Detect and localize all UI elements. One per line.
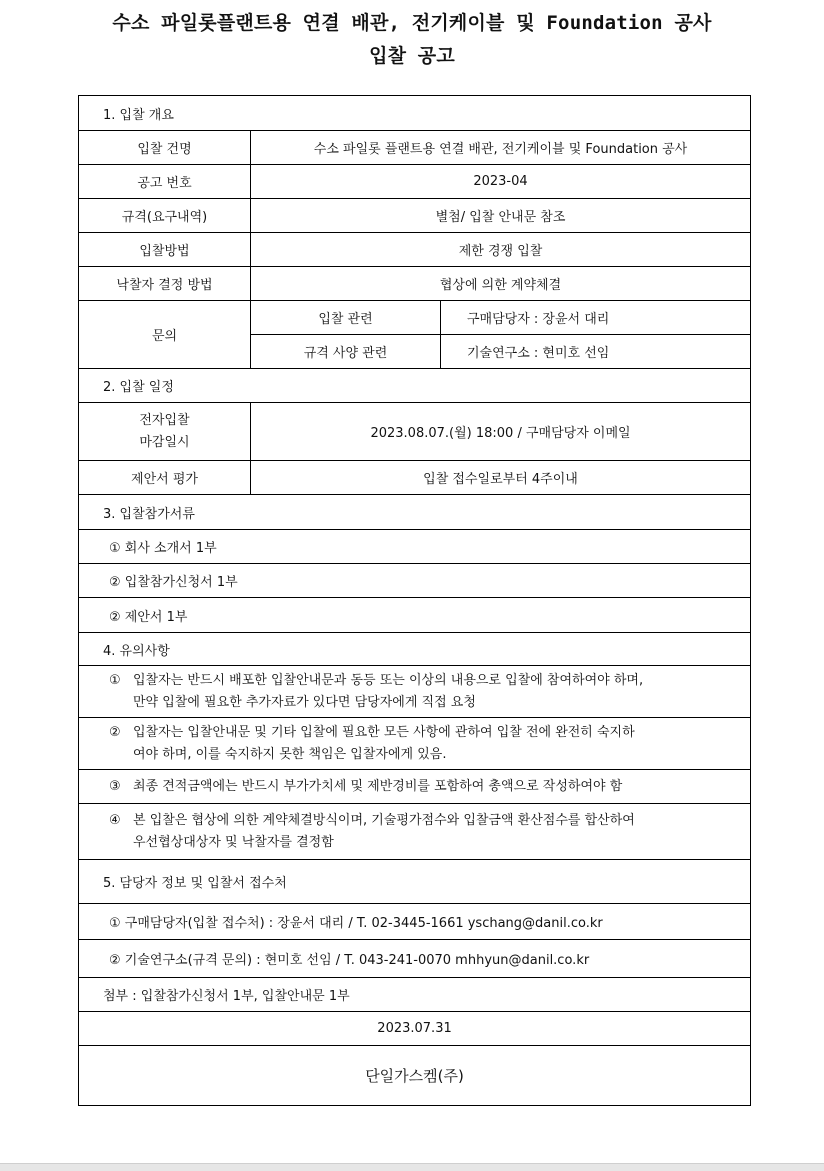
inquiry-label: 문의 [79, 301, 251, 369]
row-value: 2023-04 [251, 165, 751, 199]
inquiry-contact: 구매담당자 : 장윤서 대리 [441, 301, 751, 335]
note-line: 최종 견적금액에는 반드시 부가가치세 및 제반경비를 포함하여 총액으로 작성하여야 함 [133, 778, 623, 794]
note-item [79, 804, 751, 860]
inquiry-topic: 입찰 관련 [251, 301, 441, 335]
document-item: ② 입찰참가신청서 1부 [79, 564, 751, 598]
deadline-label [79, 403, 251, 461]
row-label: 입찰방법 [79, 233, 251, 267]
note-number: ① [109, 672, 121, 688]
row-label: 입찰 건명 [79, 131, 251, 165]
contact-item: ① 구매담당자(입찰 접수처) : 장윤서 대리 / T. 02-3445-1661 yschang@danil.co.kr [79, 904, 751, 940]
row-value: 협상에 의한 계약체결 [251, 267, 751, 301]
row-label: 공고 번호 [79, 165, 251, 199]
row-value: 제한 경쟁 입찰 [251, 233, 751, 267]
deadline-label-line2: 마감일시 [139, 434, 190, 450]
row-label: 규격(요구내역) [79, 199, 251, 233]
note-line: 본 입찰은 협상에 의한 계약체결방식이며, 기술평가점수와 입찰금액 환산점수를 합산하여 [133, 812, 635, 828]
note-line: 만약 입찰에 필요한 추가자료가 있다면 담당자에게 직접 요청 [133, 694, 476, 710]
section-heading: 4. 유의사항 [79, 633, 751, 666]
document-item: ② 제안서 1부 [79, 598, 751, 633]
note-item [79, 718, 751, 770]
note-number: ③ [109, 778, 121, 794]
notice-table [78, 95, 751, 1106]
document-subtitle: 입찰 공고 [369, 45, 455, 67]
eval-label: 제안서 평가 [79, 461, 251, 495]
note-number: ② [109, 724, 121, 740]
note-line: 여야 하며, 이를 숙지하지 못한 책임은 입찰자에게 있음. [133, 746, 447, 762]
attachment-note: 첨부 : 입찰참가신청서 1부, 입찰안내문 1부 [79, 978, 751, 1012]
section-heading: 1. 입찰 개요 [79, 96, 751, 131]
company-name: 단일가스켐(주) [79, 1046, 751, 1106]
notice-date: 2023.07.31 [79, 1012, 751, 1046]
contact-item: ② 기술연구소(규격 문의) : 현미호 선임 / T. 043-241-0070 mhhyun@danil.co.kr [79, 940, 751, 978]
row-label: 낙찰자 결정 방법 [79, 267, 251, 301]
note-number: ④ [109, 812, 121, 828]
deadline-label-line1: 전자입찰 [139, 412, 190, 428]
row-value: 별첨/ 입찰 안내문 참조 [251, 199, 751, 233]
note-line: 입찰자는 입찰안내문 및 기타 입찰에 필요한 모든 사항에 관하여 입찰 전에 완전히 숙지하 [133, 724, 635, 740]
section-heading: 2. 입찰 일정 [79, 369, 751, 403]
row-value: 수소 파일롯 플랜트용 연결 배관, 전기케이블 및 Foundation 공사 [251, 131, 751, 165]
note-line: 우선협상대상자 및 낙찰자를 결정함 [133, 834, 334, 850]
document-item: ① 회사 소개서 1부 [79, 530, 751, 564]
section-heading: 5. 담당자 정보 및 입찰서 접수처 [79, 860, 751, 904]
note-item [79, 770, 751, 804]
section-heading: 3. 입찰참가서류 [79, 495, 751, 530]
note-line: 입찰자는 반드시 배포한 입찰안내문과 동등 또는 이상의 내용으로 입찰에 참여하여야 하며, [133, 672, 644, 688]
note-item [79, 666, 751, 718]
inquiry-contact: 기술연구소 : 현미호 선임 [441, 335, 751, 369]
deadline-value: 2023.08.07.(월) 18:00 / 구매담당자 이메일 [251, 403, 751, 461]
eval-value: 입찰 접수일로부터 4주이내 [251, 461, 751, 495]
inquiry-topic: 규격 사양 관련 [251, 335, 441, 369]
document-title: 수소 파일롯플랜트용 연결 배관, 전기케이블 및 Foundation 공사 [112, 12, 712, 34]
